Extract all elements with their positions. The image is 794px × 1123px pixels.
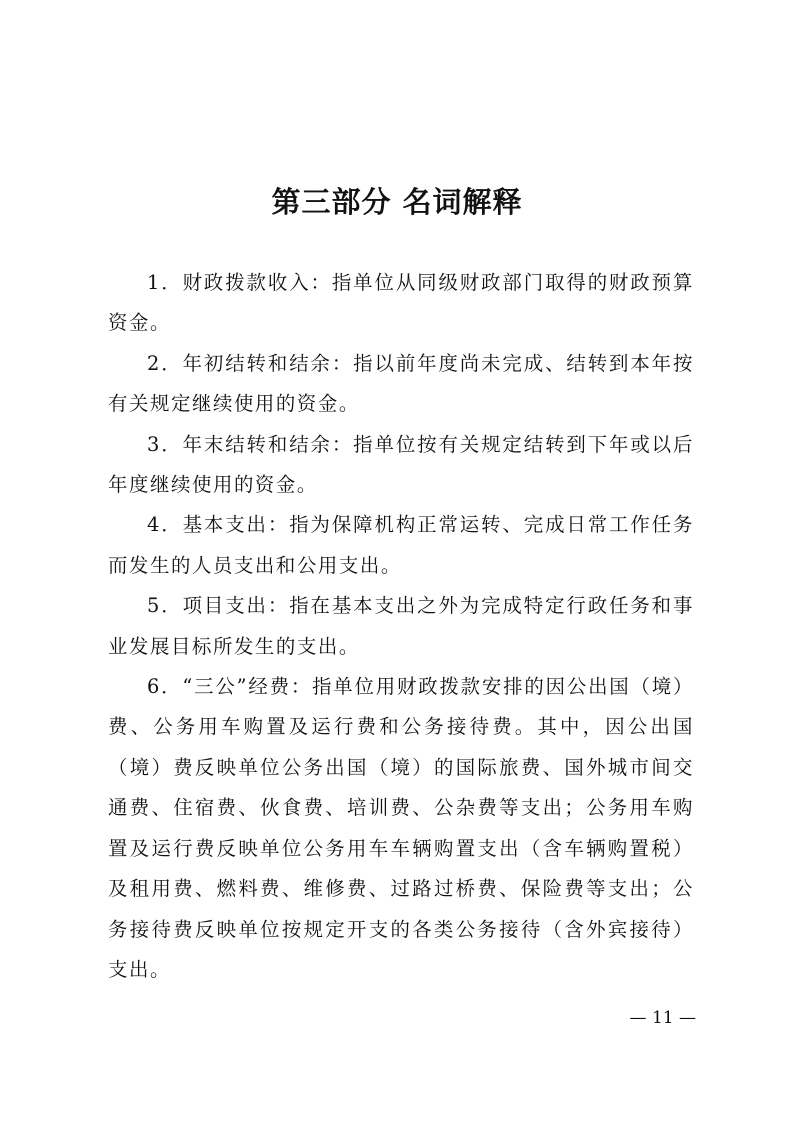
document-body xyxy=(108,263,694,990)
paragraph-5: 5．项目支出：指在基本支出之外为完成特定行政任务和事业发展目标所发生的支出。 xyxy=(108,594,694,658)
paragraph-3: 3．年末结转和结余：指单位按有关规定结转到下年或以后年度继续使用的资金。 xyxy=(108,432,694,497)
page-number: — 11 — xyxy=(629,1008,696,1028)
paragraph-4: 4．基本支出：指为保障机构正常运转、完成日常工作任务而发生的人员支出和公用支出。 xyxy=(108,513,694,577)
paragraph-6: 6．“三公”经费：指单位用财政拨款安排的因公出国（境）费、公务用车购置及运行费和公务接待费。其中，因公出国（境）费反映单位公务出国（境）的国际旅费、国外城市间交通费、住宿费、伙食费、培训费、公杂费等支出；公务用车购置及运行费反映单位公务用车车辆购置支出（含车辆购置税）及租用费、燃料费、维修费、过路过桥费、保险费等支出；公务接待费反映单位按规定开支的各类公务接待（含外宾接待）支出。 xyxy=(108,675,694,981)
paragraph-1: 1．财政拨款收入：指单位从同级财政部门取得的财政预算资金。 xyxy=(108,271,694,335)
page-title: 第三部分 名词解释 xyxy=(271,185,523,219)
paragraph-2: 2．年初结转和结余：指以前年度尚未完成、结转到本年按有关规定继续使用的资金。 xyxy=(108,351,694,416)
